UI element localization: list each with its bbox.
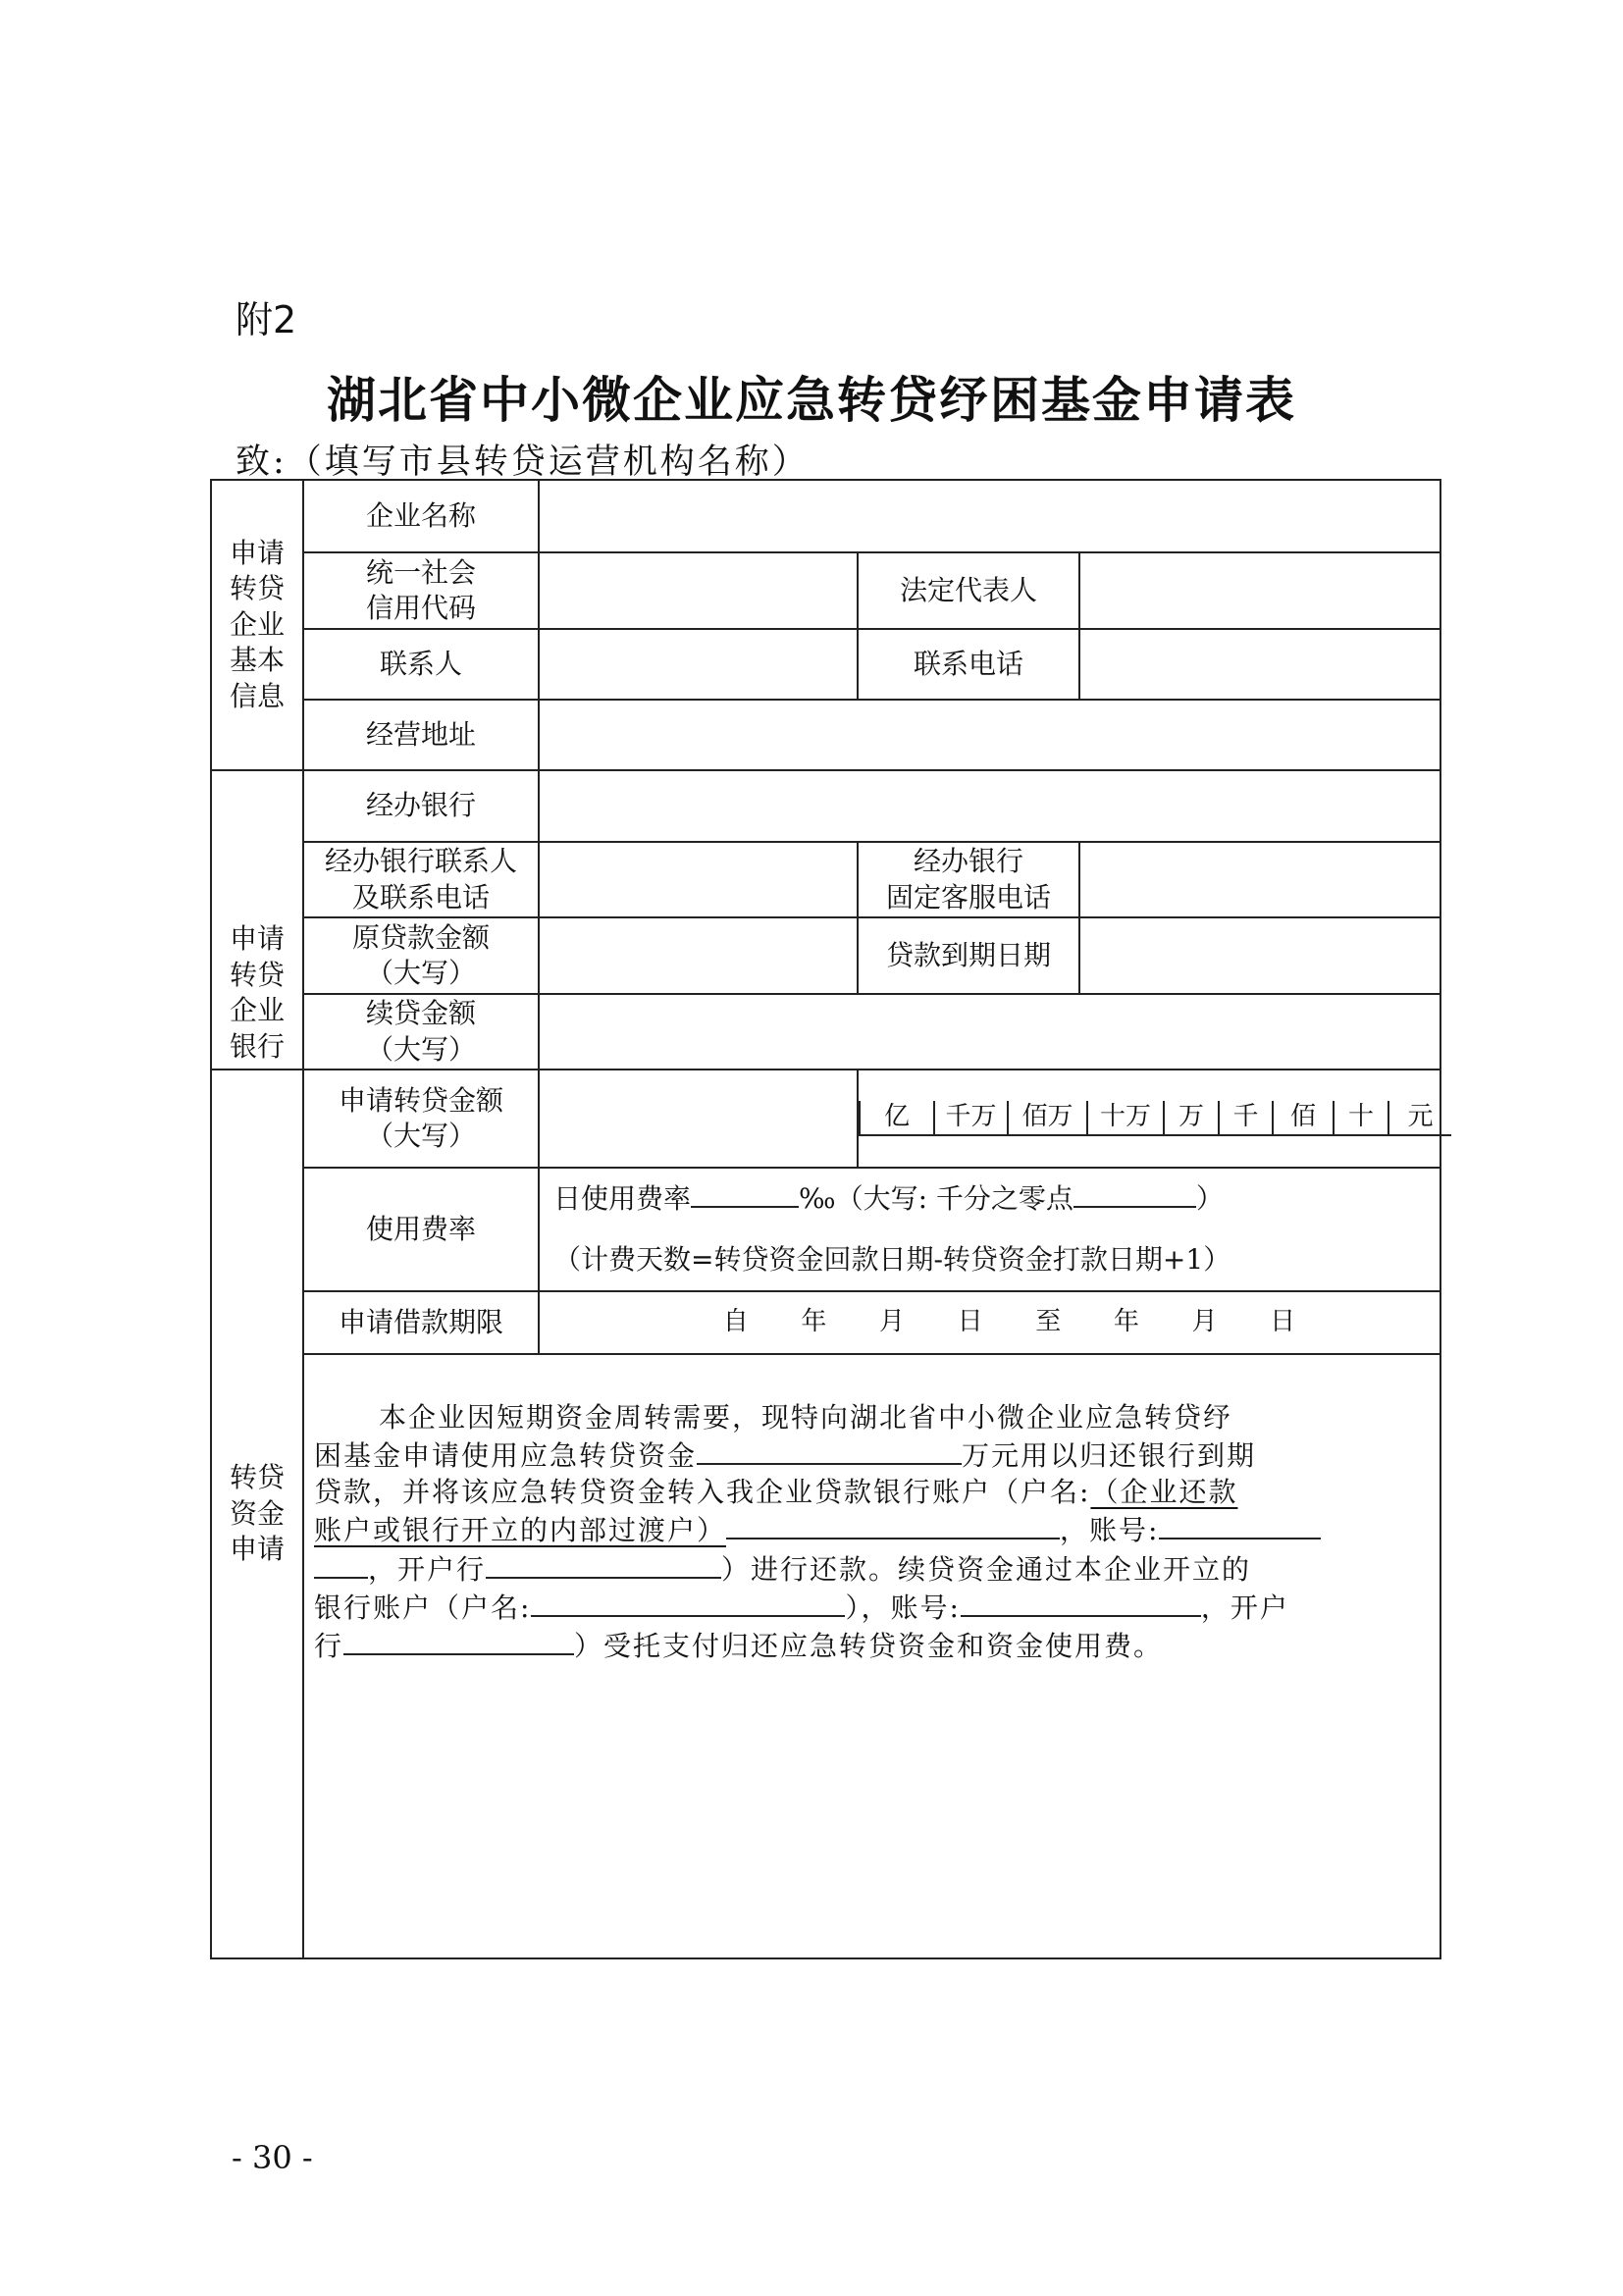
fee-rate-label: 使用费率	[303, 1168, 539, 1291]
account-name-blank[interactable]	[726, 1510, 1060, 1539]
digit-unit: 千	[1218, 1101, 1272, 1136]
statement-line: 账户或银行开立的内部过渡户） ，账号:	[314, 1510, 1430, 1548]
legal-rep-field[interactable]	[1079, 552, 1440, 629]
digit-unit: 千万	[933, 1101, 1007, 1136]
fee-rate-blank[interactable]	[691, 1178, 799, 1208]
digit-unit: 十	[1333, 1101, 1387, 1136]
statement-line: 本企业因短期资金周转需要，现特向湖北省中小微企业应急转贷纾	[379, 1401, 1233, 1434]
digit-unit: 佰	[1272, 1101, 1333, 1136]
attachment-label: 附2	[236, 298, 297, 341]
fee-line2: （计费天数=转贷资金回款日期-转贷资金打款日期+1）	[553, 1243, 1231, 1276]
contact-label: 联系人	[303, 629, 539, 700]
section-basic-title: 申请 转贷 企业 基本 信息	[211, 480, 303, 770]
period-word: 日	[957, 1307, 983, 1337]
credit-code-label: 统一社会 信用代码	[303, 552, 539, 629]
bank-contact-label: 经办银行联系人 及联系电话	[303, 842, 539, 917]
bank-service-phone-label: 经办银行 固定客服电话	[858, 842, 1079, 917]
contact-field[interactable]	[539, 629, 858, 700]
company-name-field[interactable]	[539, 480, 1440, 552]
application-form-table	[210, 479, 1441, 1959]
digit-unit: 十万	[1086, 1101, 1163, 1136]
contact-phone-field[interactable]	[1079, 629, 1440, 700]
loan-period-label: 申请借款期限	[303, 1291, 539, 1354]
period-word: 至	[1035, 1307, 1062, 1337]
digit-unit: 元	[1387, 1101, 1451, 1136]
credit-code-field[interactable]	[539, 552, 858, 629]
opening-bank-blank[interactable]	[486, 1549, 721, 1579]
digit-unit: 万	[1163, 1101, 1218, 1136]
original-loan-label: 原贷款金额 （大写）	[303, 917, 539, 994]
apply-amount-label: 申请转贷金额 （大写）	[303, 1070, 539, 1168]
amount-digit-grid	[858, 1070, 1440, 1168]
apply-amount-field[interactable]	[539, 1070, 858, 1168]
digit-unit: 亿	[859, 1101, 933, 1136]
company-name-label: 企业名称	[303, 480, 539, 552]
addressee-line: 致:（填写市县转贷运营机构名称）	[236, 443, 810, 482]
fee-line1-b: ‰（大写: 千分之零点	[799, 1182, 1073, 1215]
form-title: 湖北省中小微企业应急转贷纾困基金申请表	[327, 371, 1296, 429]
section-apply-title: 转贷 资金 申请	[211, 1070, 303, 1958]
renewal-amount-label: 续贷金额 （大写）	[303, 994, 539, 1070]
address-label: 经营地址	[303, 700, 539, 770]
fee-line1-a: 日使用费率	[553, 1182, 692, 1215]
legal-rep-label: 法定代表人	[858, 552, 1079, 629]
renewal-bank-blank[interactable]	[343, 1626, 574, 1655]
period-word: 自	[722, 1307, 749, 1337]
period-word: 月	[1191, 1307, 1218, 1337]
loan-due-date-label: 贷款到期日期	[858, 917, 1079, 994]
renewal-account-number-blank[interactable]	[961, 1588, 1201, 1617]
statement-line: ，开户行 ）进行还款。续贷资金通过本企业开立的	[314, 1549, 1430, 1588]
loan-period-cell[interactable]	[539, 1291, 1440, 1354]
statement-line: 困基金申请使用应急转贷资金 万元用以归还银行到期	[314, 1435, 1430, 1474]
statement-line: 行 ）受托支付归还应急转贷资金和资金使用费。	[314, 1626, 1430, 1664]
original-loan-field[interactable]	[539, 917, 858, 994]
fee-rate-cell	[539, 1168, 1440, 1291]
fee-rate-words-blank[interactable]	[1073, 1178, 1196, 1208]
statement-line: 银行账户（户名: ），账号: ，开户	[314, 1588, 1430, 1626]
renewal-amount-field[interactable]	[539, 994, 1440, 1070]
address-field[interactable]	[539, 700, 1440, 770]
digit-unit: 佰万	[1007, 1101, 1086, 1136]
period-word: 日	[1270, 1307, 1296, 1337]
amount-blank[interactable]	[697, 1435, 962, 1465]
renewal-account-name-blank[interactable]	[531, 1588, 845, 1617]
fee-line1-c: ）	[1195, 1182, 1224, 1215]
page-number: - 30 -	[232, 2139, 313, 2176]
application-statement	[303, 1354, 1440, 1958]
section-bank-title: 申请 转贷 企业 银行	[211, 770, 303, 1070]
period-word: 年	[801, 1307, 827, 1337]
period-word: 月	[879, 1307, 906, 1337]
bank-contact-field[interactable]	[539, 842, 858, 917]
statement-line: 贷款，并将该应急转贷资金转入我企业贷款银行账户（户名:（企业还款	[314, 1475, 1238, 1508]
bank-service-phone-field[interactable]	[1079, 842, 1440, 917]
loan-due-date-field[interactable]	[1079, 917, 1440, 994]
account-number-blank-cont[interactable]	[314, 1549, 368, 1579]
period-word: 年	[1113, 1307, 1139, 1337]
handling-bank-field[interactable]	[539, 770, 1440, 842]
handling-bank-label: 经办银行	[303, 770, 539, 842]
account-number-blank[interactable]	[1159, 1510, 1321, 1539]
contact-phone-label: 联系电话	[858, 629, 1079, 700]
